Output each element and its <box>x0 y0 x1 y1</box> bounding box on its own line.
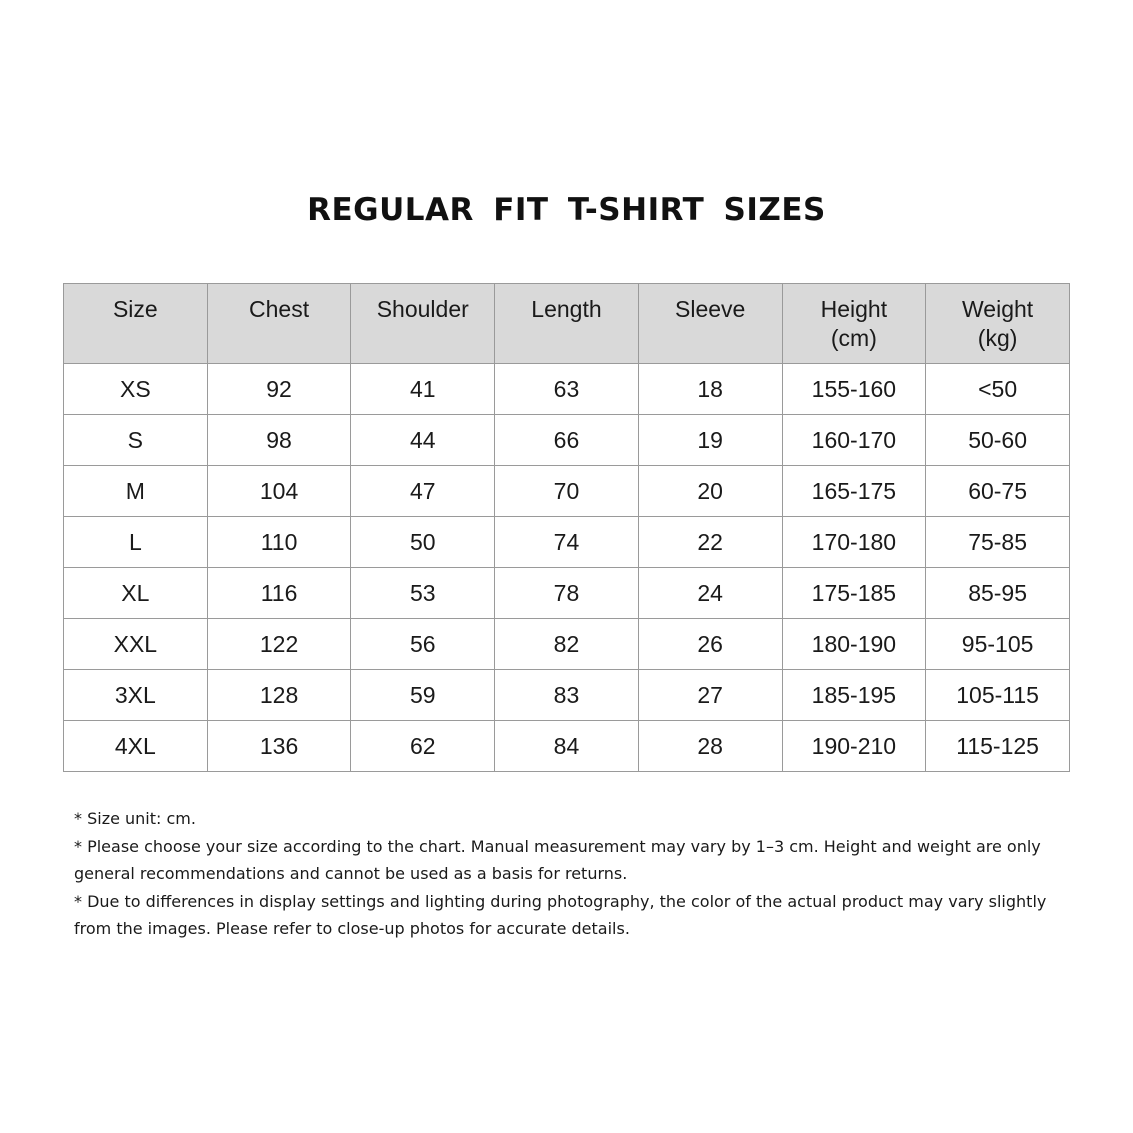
cell-shoulder: 56 <box>351 619 495 670</box>
cell-chest: 128 <box>207 670 351 721</box>
cell-shoulder: 62 <box>351 721 495 772</box>
cell-sleeve: 24 <box>638 568 782 619</box>
cell-size: L <box>64 517 208 568</box>
header-row <box>64 284 1070 364</box>
cell-size: M <box>64 466 208 517</box>
cell-shoulder: 50 <box>351 517 495 568</box>
cell-length: 83 <box>495 670 639 721</box>
page-title: REGULAR FIT T-SHIRT SIZES <box>307 192 826 228</box>
cell-chest: 110 <box>207 517 351 568</box>
header-cell-chest <box>207 284 351 364</box>
cell-height: 175-185 <box>782 568 926 619</box>
cell-size: 4XL <box>64 721 208 772</box>
table-row <box>64 619 1070 670</box>
table-row <box>64 721 1070 772</box>
cell-shoulder: 41 <box>351 364 495 415</box>
cell-weight: 60-75 <box>926 466 1070 517</box>
cell-weight: 75-85 <box>926 517 1070 568</box>
table-header <box>64 284 1070 364</box>
header-cell-weight <box>926 284 1070 364</box>
cell-height: 165-175 <box>782 466 926 517</box>
cell-weight: 115-125 <box>926 721 1070 772</box>
cell-shoulder: 59 <box>351 670 495 721</box>
cell-height: 185-195 <box>782 670 926 721</box>
table-row <box>64 670 1070 721</box>
cell-length: 70 <box>495 466 639 517</box>
header-cell-size <box>64 284 208 364</box>
size-chart-table <box>63 283 1070 772</box>
header-label: Sleeve <box>675 296 746 322</box>
cell-shoulder: 53 <box>351 568 495 619</box>
note-measurement: * Please choose your size according to the chart. Manual measurement may vary by 1–3 cm. Height and weight are only general recommendations and cannot be used as a basis for returns. <box>74 836 1041 883</box>
header-cell-sleeve <box>638 284 782 364</box>
cell-sleeve: 19 <box>638 415 782 466</box>
header-unit: (cm) <box>830 325 877 351</box>
cell-sleeve: 18 <box>638 364 782 415</box>
header-label: Shoulder <box>376 296 469 322</box>
cell-chest: 92 <box>207 364 351 415</box>
cell-chest: 122 <box>207 619 351 670</box>
header-label: Weight <box>962 296 1034 322</box>
cell-height: 180-190 <box>782 619 926 670</box>
table-row <box>64 568 1070 619</box>
header-label: Height <box>820 296 888 322</box>
note-size-unit: * Size unit: cm. <box>74 809 196 828</box>
cell-shoulder: 44 <box>351 415 495 466</box>
cell-chest: 136 <box>207 721 351 772</box>
table-row <box>64 364 1070 415</box>
header-unit: (kg) <box>977 325 1018 351</box>
cell-length: 63 <box>495 364 639 415</box>
header-cell-length <box>495 284 639 364</box>
cell-weight: 105-115 <box>926 670 1070 721</box>
cell-length: 74 <box>495 517 639 568</box>
cell-weight: 50-60 <box>926 415 1070 466</box>
note-color-disclaimer: * Due to differences in display settings and lighting during photography, the color of the actual product may vary slightly from the images. Please refer to close-up photos for accurate details. <box>74 891 1047 938</box>
header-label: Chest <box>249 296 310 322</box>
cell-height: 190-210 <box>782 721 926 772</box>
cell-length: 84 <box>495 721 639 772</box>
footnotes <box>74 805 1074 943</box>
header-cell-shoulder <box>351 284 495 364</box>
cell-sleeve: 28 <box>638 721 782 772</box>
cell-height: 160-170 <box>782 415 926 466</box>
cell-height: 155-160 <box>782 364 926 415</box>
table-row <box>64 517 1070 568</box>
cell-height: 170-180 <box>782 517 926 568</box>
cell-sleeve: 22 <box>638 517 782 568</box>
cell-size: XL <box>64 568 208 619</box>
cell-size: XS <box>64 364 208 415</box>
cell-shoulder: 47 <box>351 466 495 517</box>
header-cell-height <box>782 284 926 364</box>
cell-sleeve: 26 <box>638 619 782 670</box>
header-label: Length <box>531 296 602 322</box>
cell-chest: 98 <box>207 415 351 466</box>
table-row <box>64 415 1070 466</box>
cell-size: 3XL <box>64 670 208 721</box>
cell-chest: 104 <box>207 466 351 517</box>
cell-length: 66 <box>495 415 639 466</box>
header-label: Size <box>112 296 158 322</box>
cell-sleeve: 27 <box>638 670 782 721</box>
cell-weight: 95-105 <box>926 619 1070 670</box>
table-body <box>64 364 1070 772</box>
cell-weight: 85-95 <box>926 568 1070 619</box>
cell-length: 78 <box>495 568 639 619</box>
cell-sleeve: 20 <box>638 466 782 517</box>
cell-size: XXL <box>64 619 208 670</box>
table-row <box>64 466 1070 517</box>
cell-length: 82 <box>495 619 639 670</box>
cell-weight: <50 <box>926 364 1070 415</box>
cell-chest: 116 <box>207 568 351 619</box>
cell-size: S <box>64 415 208 466</box>
